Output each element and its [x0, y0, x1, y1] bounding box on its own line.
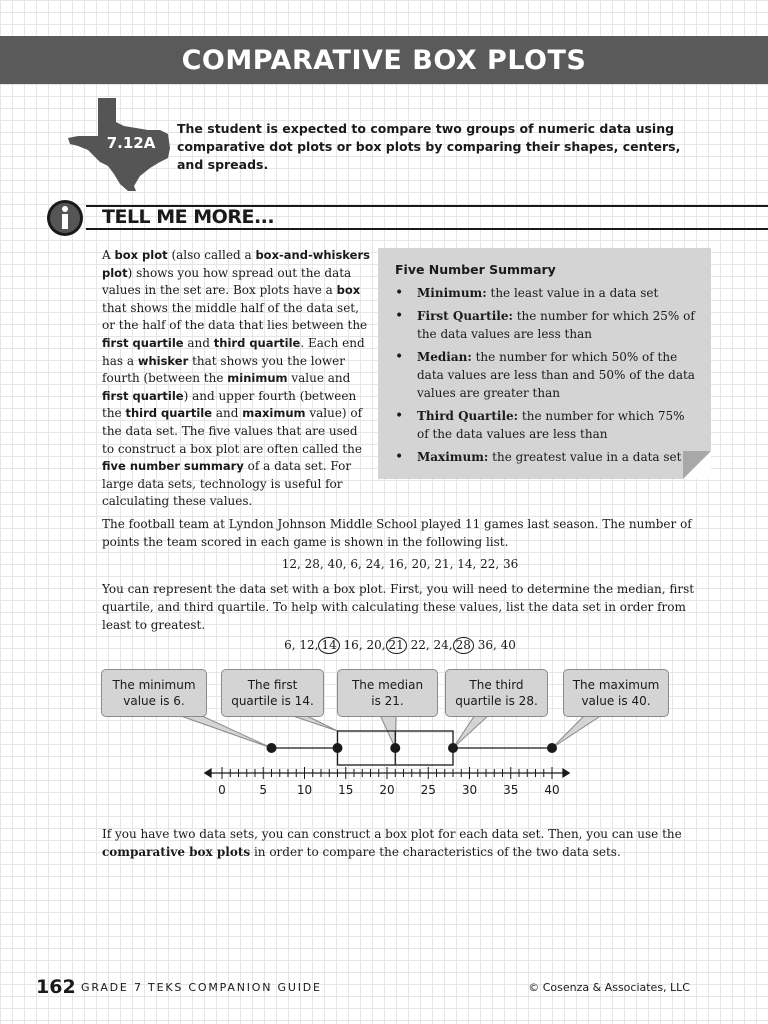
axis-tick-label: 20: [379, 783, 395, 797]
axis-tick-label: 15: [338, 783, 354, 797]
axis-arrow-right: [562, 768, 570, 778]
summary-item-maximum: • Maximum: the greatest value in a data set: [395, 448, 700, 466]
axis-tick-label: 40: [544, 783, 560, 797]
callout-first-quartile: The first quartile is 14.: [221, 669, 324, 717]
point-max: [547, 743, 557, 753]
data-list: 12, 28, 40, 6, 24, 16, 20, 21, 14, 22, 36: [281, 557, 519, 571]
summary-item-third-quartile: • Third Quartile: the number for which 75% of the data values are less than: [395, 407, 700, 443]
paragraph-comparative: If you have two data sets, you can construct a box plot for each data set. Then, you can use the comparative box plots in order to compare the characteristics of the two data sets.: [102, 827, 682, 859]
circled-median: 21: [386, 637, 407, 654]
callout-pointer-4: [552, 715, 602, 748]
page-title: COMPARATIVE BOX PLOTS: [0, 36, 768, 84]
intro-paragraph: A box plot (also called a box-and-whiskers plot) shows you how spread out the data values in the set are. Box plots have a box that shows the middle half of the data set, or the half of the data that lies between the first quartile and third quartile. Each end has a whisker that shows you the lower fourth (between the minimum value and first quartile) and upper fourth (between the third quartile and maximum value) of the data set. The five values that are used to construct a box plot are often called the five number summary of a data set. For large data sets, technology is useful for calculating these values.: [102, 248, 370, 509]
standard-code: 7.12A: [106, 134, 156, 152]
summary-item-minimum: • Minimum: the least value in a data set: [395, 284, 700, 302]
axis-tick-label: 5: [259, 783, 268, 797]
callout-pointer-3: [453, 715, 489, 748]
page-number: 162: [36, 976, 76, 998]
point-median: [390, 743, 400, 753]
callout-minimum: The minimum value is 6.: [101, 669, 207, 717]
point-q1: [333, 743, 343, 753]
paragraph-instructions: You can represent the data set with a box plot. First, you will need to determine the median, first quartile, and third quartile. To help with calculating these values, list the data set in order from least to greatest.: [102, 582, 695, 632]
ordered-data-list: 6, 12, 14 16, 20, 21 22, 24, 28 36, 40: [284, 638, 516, 652]
callout-pointer-0: [178, 715, 272, 748]
axis-tick-label: 35: [503, 783, 519, 797]
circled-q1: 14: [318, 637, 339, 654]
axis-tick-label: 25: [420, 783, 436, 797]
axis-tick-label: 10: [296, 783, 313, 797]
callout-pointer-1: [290, 715, 338, 731]
circled-q3: 28: [453, 637, 474, 654]
summary-item-first-quartile: • First Quartile: the number for which 25% of the data values are less than: [395, 307, 700, 343]
axis-tick-label: 30: [461, 783, 478, 797]
summary-item-median: • Median: the number for which 50% of the data values are less than and 50% of the data values are greater than: [395, 348, 700, 402]
footer-copyright: © Cosenza & Associates, LLC: [528, 981, 690, 994]
standard-text: The student is expected to compare two groups of numeric data using comparative dot plots or box plots by comparing their shapes, centers, and spreads.: [177, 121, 681, 172]
point-min: [267, 743, 277, 753]
callout-median: The median is 21.: [337, 669, 438, 717]
point-q3: [448, 743, 458, 753]
axis-tick-label: 0: [218, 783, 226, 797]
callout-maximum: The maximum value is 40.: [563, 669, 669, 717]
callout-third-quartile: The third quartile is 28.: [445, 669, 548, 717]
section-title: TELL ME MORE...: [102, 206, 275, 228]
paragraph-football: The football team at Lyndon Johnson Middle School played 11 games last season. The number of points the team scored in each game is shown in the following list.: [102, 517, 692, 549]
summary-title: Five Number Summary: [395, 262, 556, 277]
footer-guide-title: GRADE 7 TEKS COMPANION GUIDE: [81, 981, 322, 994]
axis-arrow-left: [204, 768, 212, 778]
